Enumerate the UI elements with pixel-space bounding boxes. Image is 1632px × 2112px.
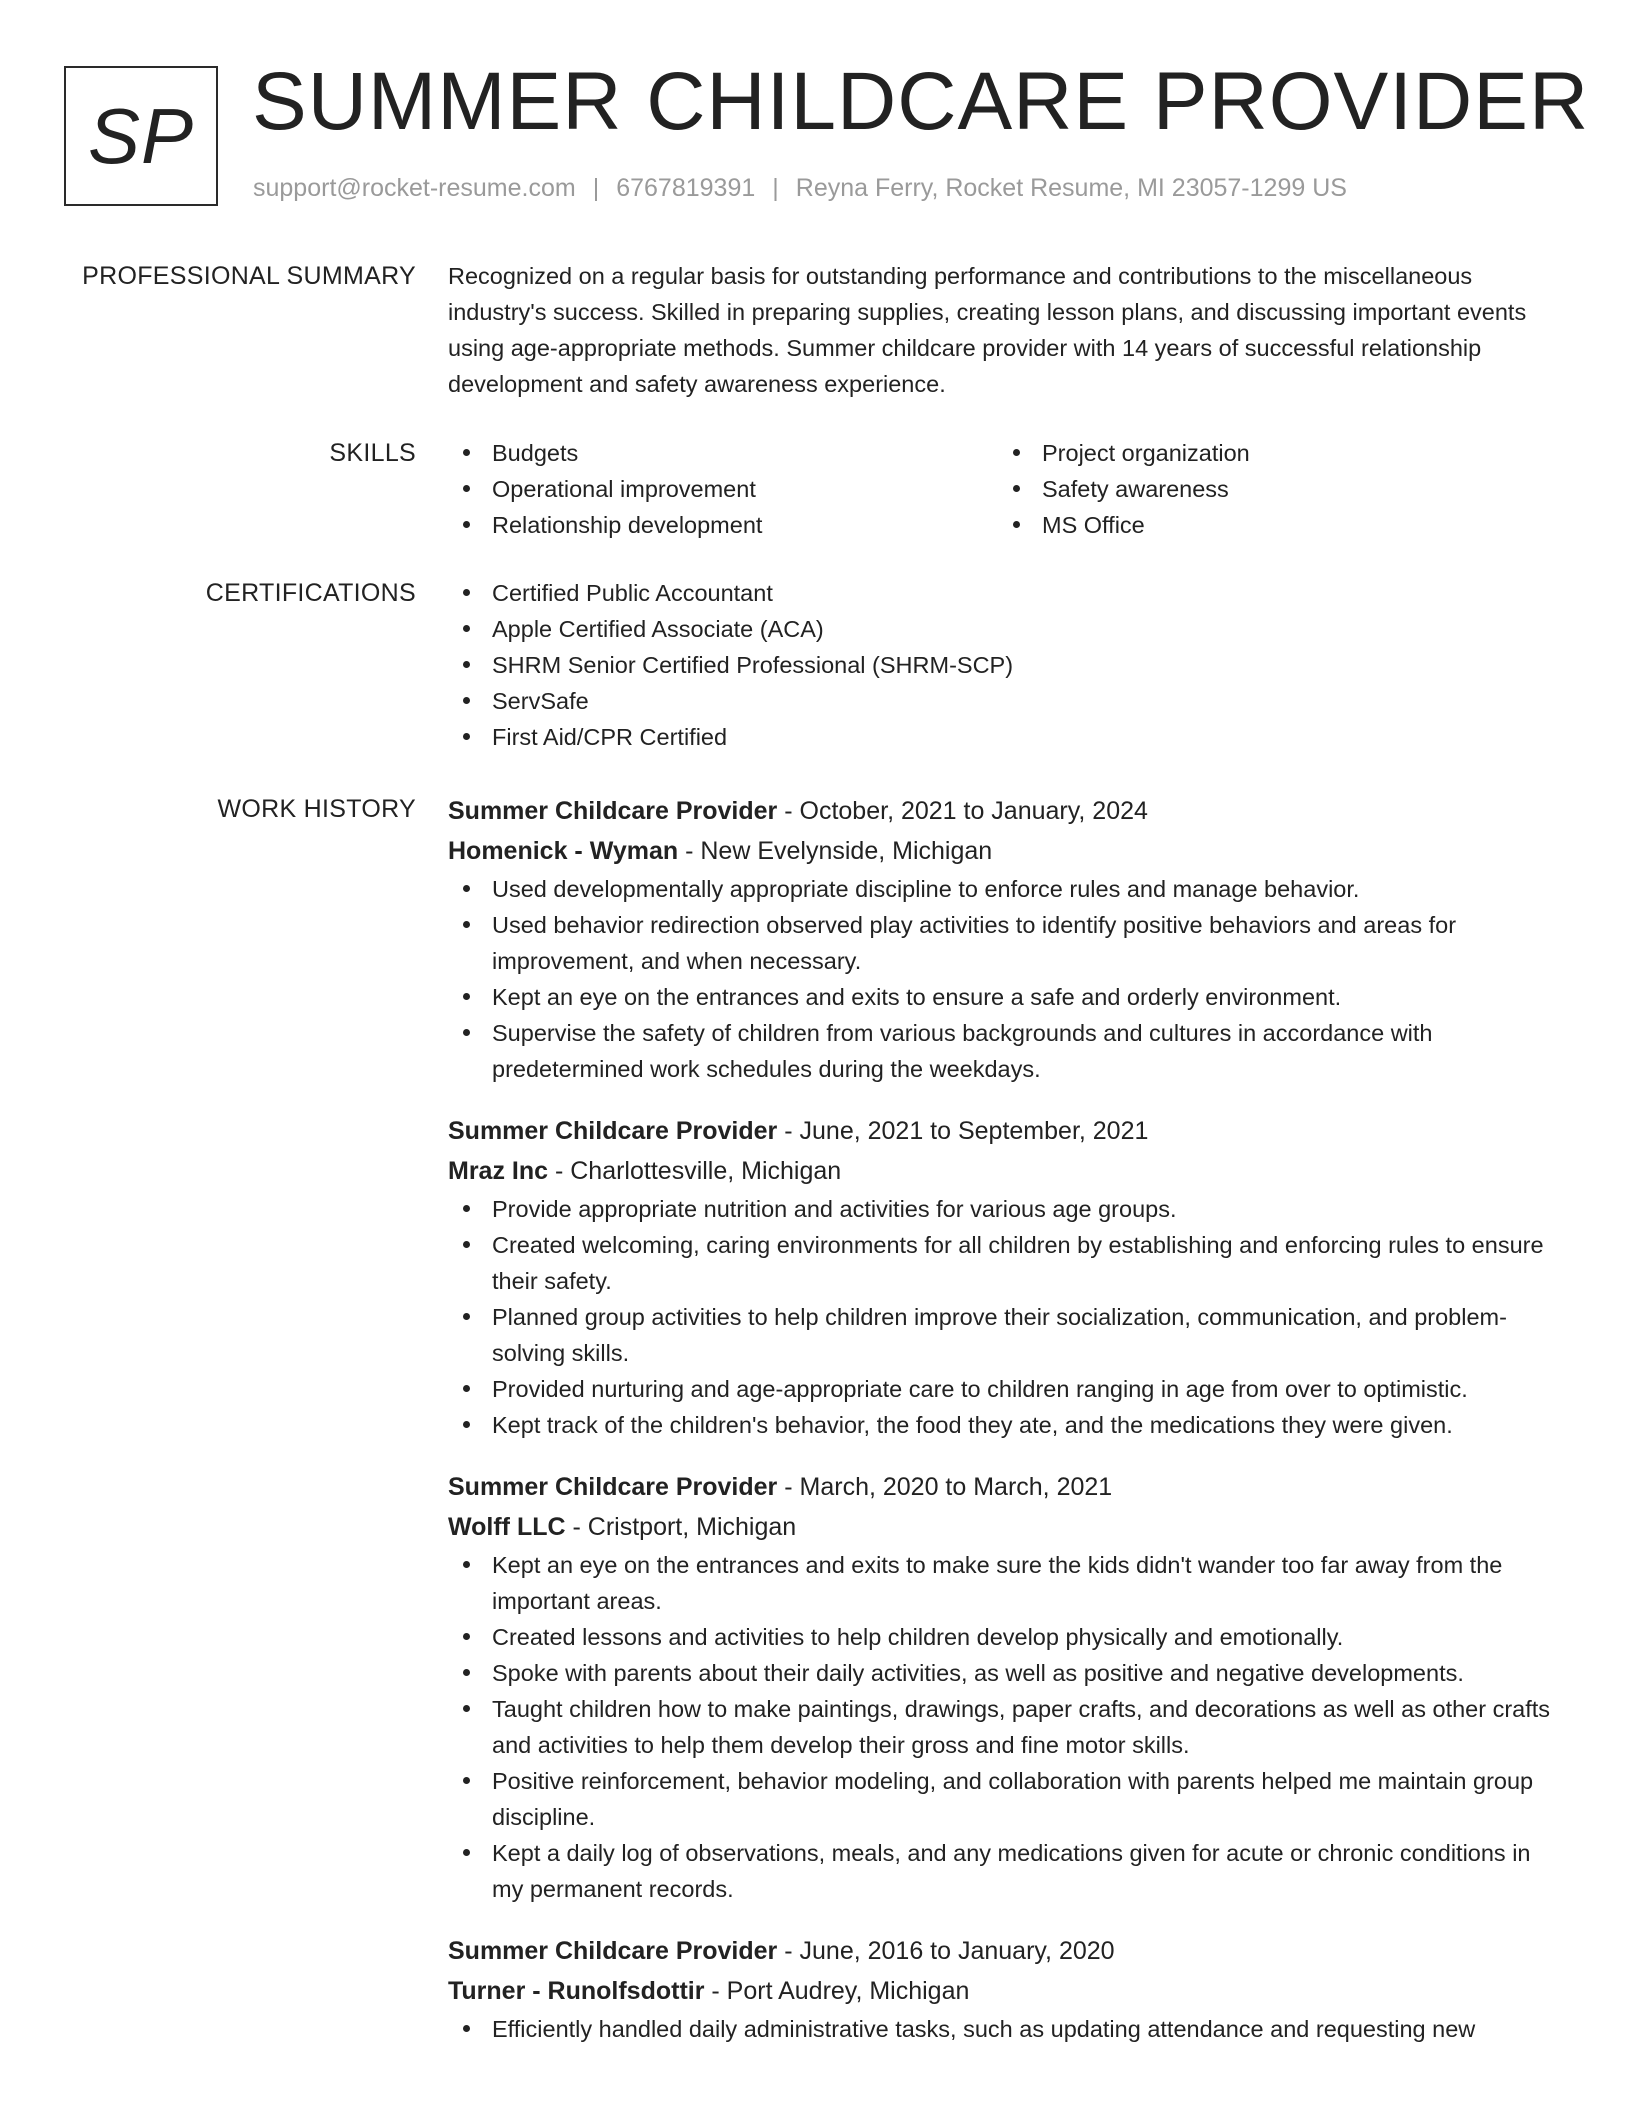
certifications-heading: CERTIFICATIONS bbox=[205, 579, 416, 607]
job-company: Wolff LLC bbox=[448, 1513, 566, 1541]
skill-item: Budgets bbox=[448, 435, 998, 471]
duty-item: Taught children how to make paintings, drawings, paper crafts, and decorations as well as other crafts and activities to help them develop their gross and fine motor skills. bbox=[448, 1691, 1568, 1763]
skill-item: Project organization bbox=[998, 435, 1548, 471]
certifications-list bbox=[448, 575, 1568, 755]
certification-item: SHRM Senior Certified Professional (SHRM-SCP) bbox=[448, 647, 1568, 683]
duty-item: Spoke with parents about their daily activities, as well as positive and negative developments. bbox=[448, 1655, 1568, 1691]
skill-item: MS Office bbox=[998, 507, 1548, 543]
work-history-heading: WORK HISTORY bbox=[217, 795, 416, 823]
job-title: Summer Childcare Provider bbox=[448, 1117, 778, 1145]
job-company: Mraz Inc bbox=[448, 1157, 549, 1185]
job-entry bbox=[448, 1467, 1568, 1907]
job-title: Summer Childcare Provider bbox=[448, 1473, 778, 1501]
job-duties bbox=[448, 2011, 1568, 2047]
certification-item: Apple Certified Associate (ACA) bbox=[448, 611, 1568, 647]
duty-item: Kept an eye on the entrances and exits to ensure a safe and orderly environment. bbox=[448, 979, 1568, 1015]
skill-item: Safety awareness bbox=[998, 471, 1548, 507]
job-duties bbox=[448, 1191, 1568, 1443]
duty-item: Created welcoming, caring environments for all children by establishing and enforcing rules to ensure their safety. bbox=[448, 1227, 1568, 1299]
phone-text[interactable]: 6767819391 bbox=[616, 174, 756, 202]
certification-item: First Aid/CPR Certified bbox=[448, 719, 1568, 755]
duty-item: Kept track of the children's behavior, the food they ate, and the medications they were given. bbox=[448, 1407, 1568, 1443]
job-title-line bbox=[448, 1931, 1568, 1971]
contact-line bbox=[253, 174, 1347, 203]
duty-item: Created lessons and activities to help children develop physically and emotionally. bbox=[448, 1619, 1568, 1655]
job-company: Turner - Runolfsdottir bbox=[448, 1977, 705, 2005]
job-duties bbox=[448, 871, 1568, 1087]
job-dates: - March, 2020 to March, 2021 bbox=[777, 1473, 1113, 1501]
duty-item: Provided nurturing and age-appropriate care to children ranging in age from over to optimistic. bbox=[448, 1371, 1568, 1407]
duty-item: Supervise the safety of children from various backgrounds and cultures in accordance with predetermined work schedules during the weekdays. bbox=[448, 1015, 1568, 1087]
job-entry bbox=[448, 791, 1568, 1087]
duty-item: Used behavior redirection observed play activities to identify positive behaviors and areas for improvement, and when necessary. bbox=[448, 907, 1568, 979]
job-title-line bbox=[448, 1111, 1568, 1151]
job-title-line bbox=[448, 1467, 1568, 1507]
job-location: - Charlottesville, Michigan bbox=[548, 1157, 842, 1185]
job-location: - Port Audrey, Michigan bbox=[704, 1977, 970, 2005]
duty-item: Used developmentally appropriate discipline to enforce rules and manage behavior. bbox=[448, 871, 1568, 907]
skill-item: Operational improvement bbox=[448, 471, 998, 507]
job-duties bbox=[448, 1547, 1568, 1907]
duty-item: Positive reinforcement, behavior modeling, and collaboration with parents helped me maintain group discipline. bbox=[448, 1763, 1568, 1835]
skills-heading: SKILLS bbox=[329, 439, 416, 467]
resume-title: SUMMER CHILDCARE PROVIDER bbox=[252, 56, 1590, 147]
contact-separator: | bbox=[772, 174, 779, 202]
job-company-line bbox=[448, 831, 1568, 871]
job-dates: - October, 2021 to January, 2024 bbox=[777, 797, 1148, 825]
skills-list-right bbox=[998, 435, 1548, 543]
job-location: - New Evelynside, Michigan bbox=[678, 837, 993, 865]
email-text[interactable]: support@rocket-resume.com bbox=[253, 174, 576, 202]
monogram-initials: SP bbox=[87, 91, 195, 180]
job-company-line bbox=[448, 1151, 1568, 1191]
certification-item: ServSafe bbox=[448, 683, 1568, 719]
job-title-line bbox=[448, 791, 1568, 831]
duty-item: Efficiently handled daily administrative tasks, such as updating attendance and requesting new bbox=[448, 2011, 1568, 2047]
address-text: Reyna Ferry, Rocket Resume, MI 23057-1299 US bbox=[795, 174, 1347, 202]
job-location: - Cristport, Michigan bbox=[565, 1513, 797, 1541]
summary-text: Recognized on a regular basis for outstanding performance and contributions to the miscellaneous industry's success. Skilled in preparing supplies, creating lesson plans, and discussing important events using age-appropriate methods. Summer childcare provider with 14 years of successful relationship development and safety awareness experience. bbox=[448, 263, 1527, 397]
skill-item: Relationship development bbox=[448, 507, 998, 543]
job-entry bbox=[448, 1931, 1568, 2047]
duty-item: Kept an eye on the entrances and exits to make sure the kids didn't wander too far away from the important areas. bbox=[448, 1547, 1568, 1619]
job-company-line bbox=[448, 1507, 1568, 1547]
duty-item: Provide appropriate nutrition and activities for various age groups. bbox=[448, 1191, 1568, 1227]
duty-item: Planned group activities to help children improve their socialization, communication, and problem-solving skills. bbox=[448, 1299, 1568, 1371]
job-title: Summer Childcare Provider bbox=[448, 797, 778, 825]
duty-item: Kept a daily log of observations, meals, and any medications given for acute or chronic conditions in my permanent records. bbox=[448, 1835, 1568, 1907]
job-dates: - June, 2016 to January, 2020 bbox=[777, 1937, 1115, 1965]
job-entry bbox=[448, 1111, 1568, 1443]
skills-list-left bbox=[448, 435, 998, 543]
job-dates: - June, 2021 to September, 2021 bbox=[777, 1117, 1149, 1145]
summary-heading: PROFESSIONAL SUMMARY bbox=[82, 262, 416, 290]
monogram-logo bbox=[64, 66, 218, 206]
certification-item: Certified Public Accountant bbox=[448, 575, 1568, 611]
job-company-line bbox=[448, 1971, 1568, 2011]
job-company: Homenick - Wyman bbox=[448, 837, 679, 865]
contact-separator: | bbox=[592, 174, 600, 202]
job-title: Summer Childcare Provider bbox=[448, 1937, 778, 1965]
